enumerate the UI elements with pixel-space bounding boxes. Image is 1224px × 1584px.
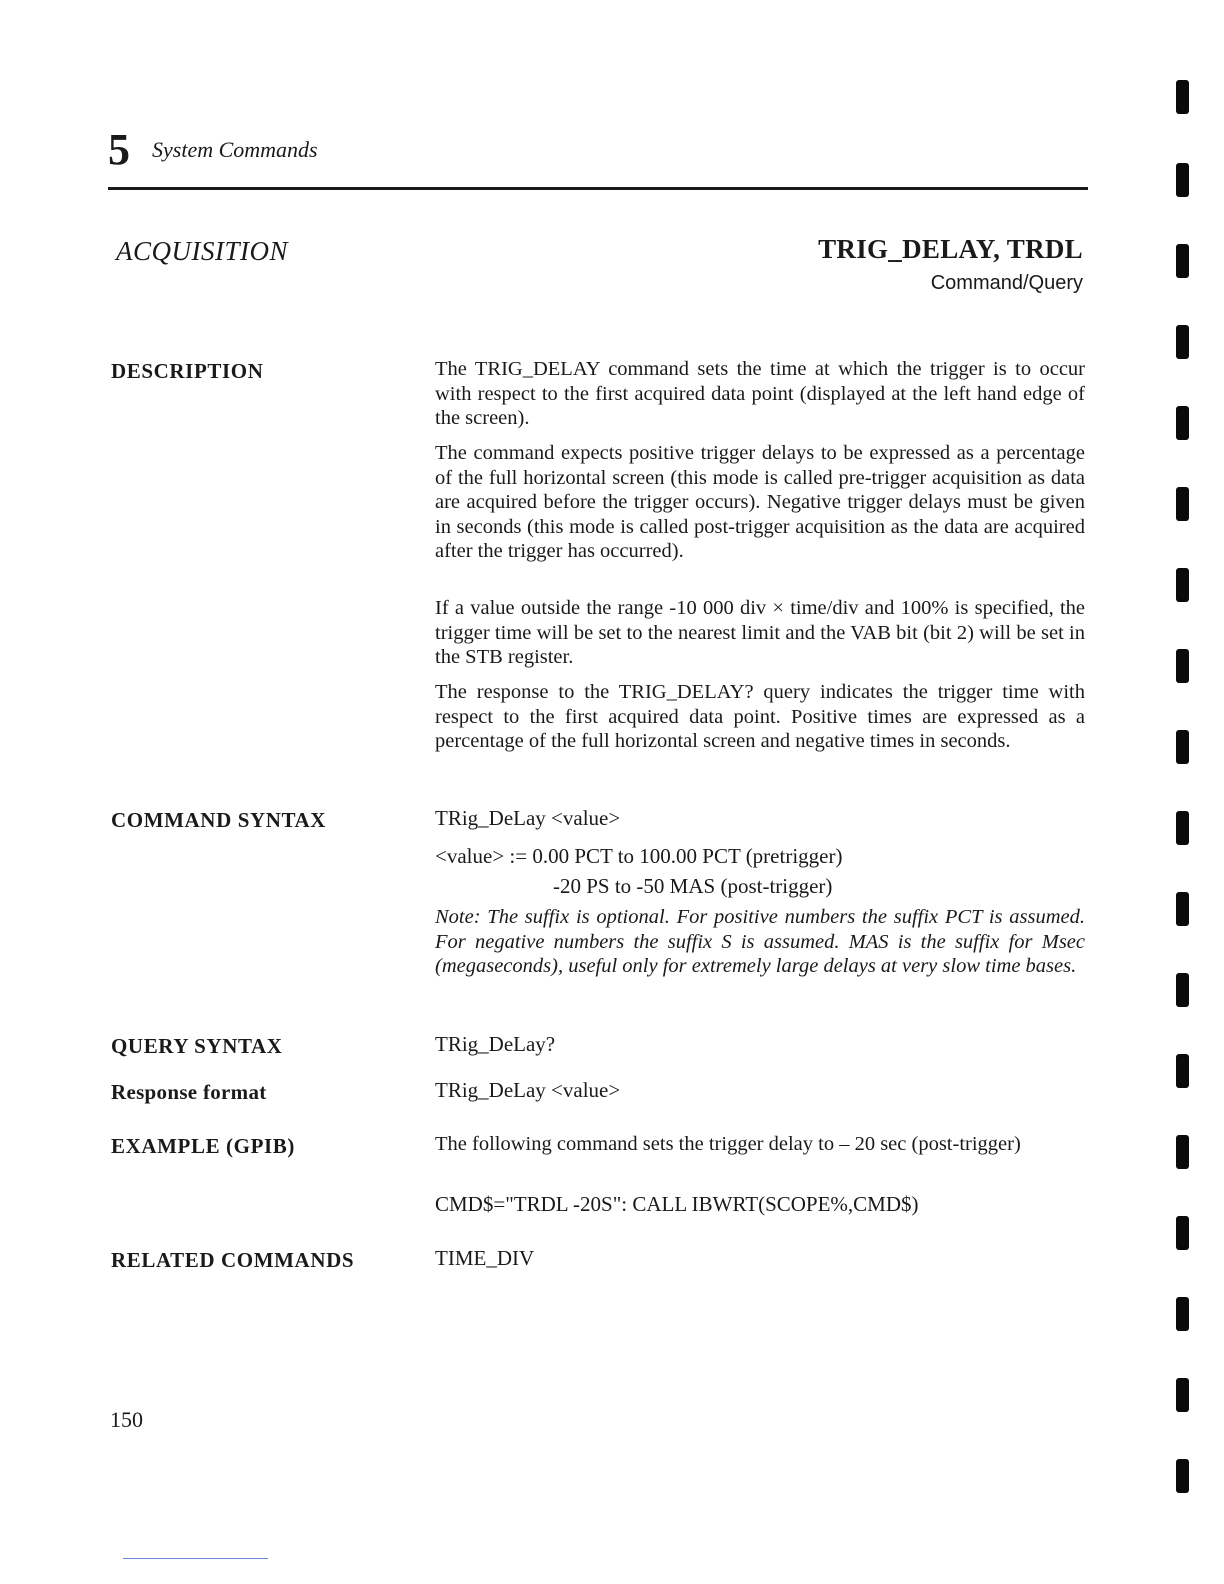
description-paragraph-4: The response to the TRIG_DELAY? query indicates the trigger time with respect to the first acquired data point. Positive times are expressed as a percentage of the full horizontal screen and negative times in seconds. (435, 681, 1085, 752)
margin-mark (1176, 1216, 1189, 1250)
response-format-heading: Response format (111, 1080, 267, 1104)
command-title: TRIG_DELAY, TRDL (818, 234, 1083, 264)
chapter-number: 5 (108, 125, 130, 174)
margin-mark (1176, 1459, 1189, 1493)
example-code: CMD$="TRDL -20S": CALL IBWRT(SCOPE%,CMD$) (435, 1192, 919, 1216)
description-heading: DESCRIPTION (111, 359, 264, 383)
query-syntax: TRig_DeLay? (435, 1032, 556, 1056)
margin-mark (1176, 1297, 1189, 1331)
related-commands-heading: RELATED COMMANDS (111, 1248, 355, 1272)
margin-mark (1176, 406, 1189, 440)
related-commands: TIME_DIV (435, 1246, 535, 1270)
margin-mark (1176, 568, 1189, 602)
query-syntax-heading: QUERY SYNTAX (111, 1034, 283, 1058)
margin-mark (1176, 487, 1189, 521)
margin-mark (1176, 892, 1189, 926)
margin-mark (1176, 973, 1189, 1007)
margin-mark (1176, 1135, 1189, 1169)
margin-mark (1176, 244, 1189, 278)
command-type: Command/Query (930, 272, 1083, 294)
page-number: 150 (110, 1407, 143, 1432)
margin-mark (1176, 730, 1189, 764)
description-paragraph-1: The TRIG_DELAY command sets the time at which the trigger is to occur with respect to the first acquired data point (displayed at the left hand edge of the screen). (435, 358, 1085, 429)
command-syntax-heading: COMMAND SYNTAX (111, 808, 327, 832)
header-rule (108, 187, 1088, 190)
command-syntax: TRig_DeLay <value> (435, 806, 621, 830)
example-heading: EXAMPLE (GPIB) (111, 1134, 295, 1158)
margin-mark (1176, 163, 1189, 197)
margin-mark (1176, 649, 1189, 683)
example-text: The following command sets the trigger delay to – 20 sec (post-trigger) (435, 1133, 1021, 1155)
footer-line (123, 1558, 268, 1559)
description-paragraph-3: If a value outside the range -10 000 div × time/div and 100% is specified, the trigger time will be set to the nearest limit and the VAB bit (bit 2) will be set in the STB register. (435, 597, 1085, 668)
margin-mark (1176, 1054, 1189, 1088)
description-paragraph-2: The command expects positive trigger delays to be expressed as a percentage of the full horizontal screen (this mode is called pre-trigger acquisition as data are acquired before the trigger occurs). Negative trigger delays must be given in seconds (this mode is called post-trigger acquisition as the data are acquired after the trigger has occurred). (435, 442, 1085, 562)
margin-mark (1176, 80, 1189, 114)
value-range-pretrigger: <value> := 0.00 PCT to 100.00 PCT (pretrigger) (435, 844, 843, 868)
response-format: TRig_DeLay <value> (435, 1078, 621, 1102)
margin-mark (1176, 325, 1189, 359)
margin-mark (1176, 811, 1189, 845)
section-label: ACQUISITION (116, 236, 288, 266)
value-range-posttrigger: -20 PS to -50 MAS (post-trigger) (553, 874, 833, 898)
syntax-note: Note: The suffix is optional. For positive numbers the suffix PCT is assumed. For negative numbers the suffix S is assumed. MAS is the suffix for Msec (megaseconds), useful only for extremely large delays at very slow time bases. (435, 906, 1085, 977)
margin-mark (1176, 1378, 1189, 1412)
chapter-title: System Commands (152, 137, 318, 162)
